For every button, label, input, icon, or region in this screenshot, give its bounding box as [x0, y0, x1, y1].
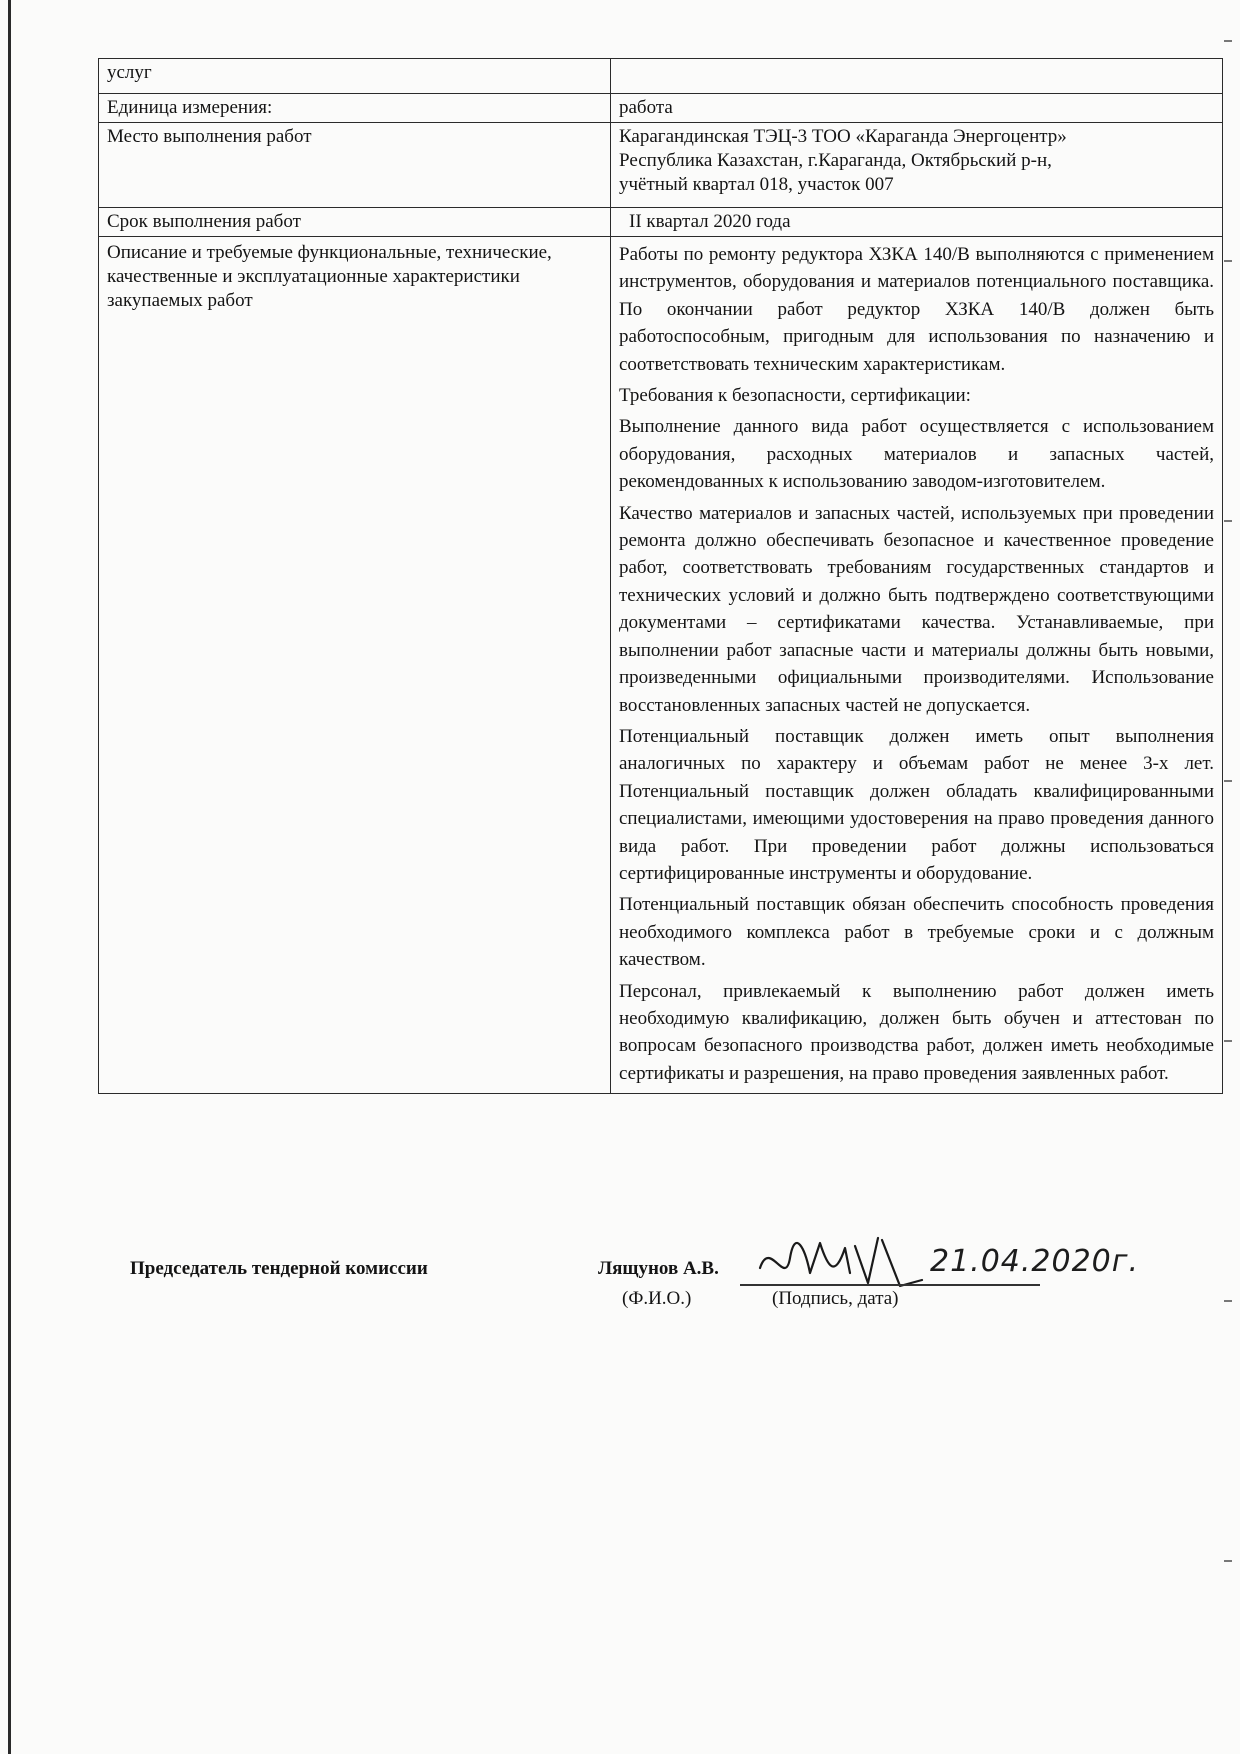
unit-value: работа [611, 94, 1223, 123]
table-row-term [99, 208, 1223, 237]
description-value [611, 237, 1223, 1094]
description-paragraph: Качество материалов и запасных частей, используемых при проведении ремонта должно обеспечивать безопасное и качественное проведение работ, соответствовать требованиям государственных стандартов и технических условий и должно быть подтверждено соответствующими документами – сертификатами качества. Устанавливаемые, при выполнении работ запасные части и материалы должны быть новыми, произведенными официальными производителями. Использование восстановленных запасных частей не допускается. [619, 502, 1214, 716]
term-value: II квартал 2020 года [611, 208, 1223, 237]
signature-underline [740, 1284, 1040, 1286]
place-label: Место выполнения работ [99, 123, 611, 208]
caption-fio: (Ф.И.О.) [622, 1288, 692, 1309]
description-paragraph: Выполнение данного вида работ осуществляется с использованием оборудования, расходных материалов и запасных частей, рекомендованных к использованию заводом-изготовителем. [619, 416, 1214, 493]
place-value [611, 123, 1223, 208]
description-paragraph: Потенциальный поставщик должен иметь опыт выполнения аналогичных по характеру и объемам работ не менее 3-х лет. Потенциальный поставщик должен обладать квалифицированными специалистами, имеющими удостоверения на право проведения данного вида работ. При проведении работ должны использоваться сертифицированные инструменты и оборудование. [619, 725, 1214, 884]
description-label: Описание и требуемые функциональные, технические, качественные и эксплуатационные характеристики закупаемых работ [99, 237, 611, 1094]
table-row-services [99, 59, 1223, 94]
chair-title: Председатель тендерной комиссии [130, 1258, 428, 1279]
place-line: Карагандинская ТЭЦ-3 ТОО «Караганда Энергоцентр» [619, 126, 1067, 147]
handwritten-date: 21.04.2020г. [930, 1244, 1140, 1279]
place-line: учётный квартал 018, участок 007 [619, 174, 894, 195]
description-paragraph: Требования к безопасности, сертификации: [619, 385, 971, 407]
term-label: Срок выполнения работ [99, 208, 611, 237]
caption-signature-date: (Подпись, дата) [772, 1288, 899, 1309]
table-row-unit [99, 94, 1223, 123]
description-paragraph: Работы по ремонту редуктора ХЗКА 140/В выполняются с применением инструментов, оборудования и материалов потенциального поставщика. По окончании работ редуктор ХЗКА 140/В должен быть работоспособным, пригодным для использования по назначению и соответствовать техническим характеристикам. [619, 244, 1214, 375]
place-line: Республика Казахстан, г.Караганда, Октябрьский р-н, [619, 150, 1052, 171]
unit-label: Единица измерения: [99, 94, 611, 123]
services-value [611, 59, 1223, 94]
signature-block [130, 1244, 1170, 1330]
description-paragraph: Персонал, привлекаемый к выполнению работ должен иметь необходимую квалификацию, должен быть обучен и аттестован по вопросам безопасного производства работ, должен иметь необходимые сертификаты и разрешения, на право проведения заявленных работ. [619, 980, 1214, 1084]
specification-table [98, 58, 1223, 1094]
description-paragraph: Потенциальный поставщик обязан обеспечить способность проведения необходимого комплекса работ в требуемые сроки и с должным качеством. [619, 894, 1214, 971]
signer-name: Лящунов А.В. [598, 1258, 719, 1279]
services-label: услуг [99, 59, 611, 94]
table-row-description [99, 237, 1223, 1094]
table-row-place [99, 123, 1223, 208]
scan-edge-left [8, 0, 11, 1754]
